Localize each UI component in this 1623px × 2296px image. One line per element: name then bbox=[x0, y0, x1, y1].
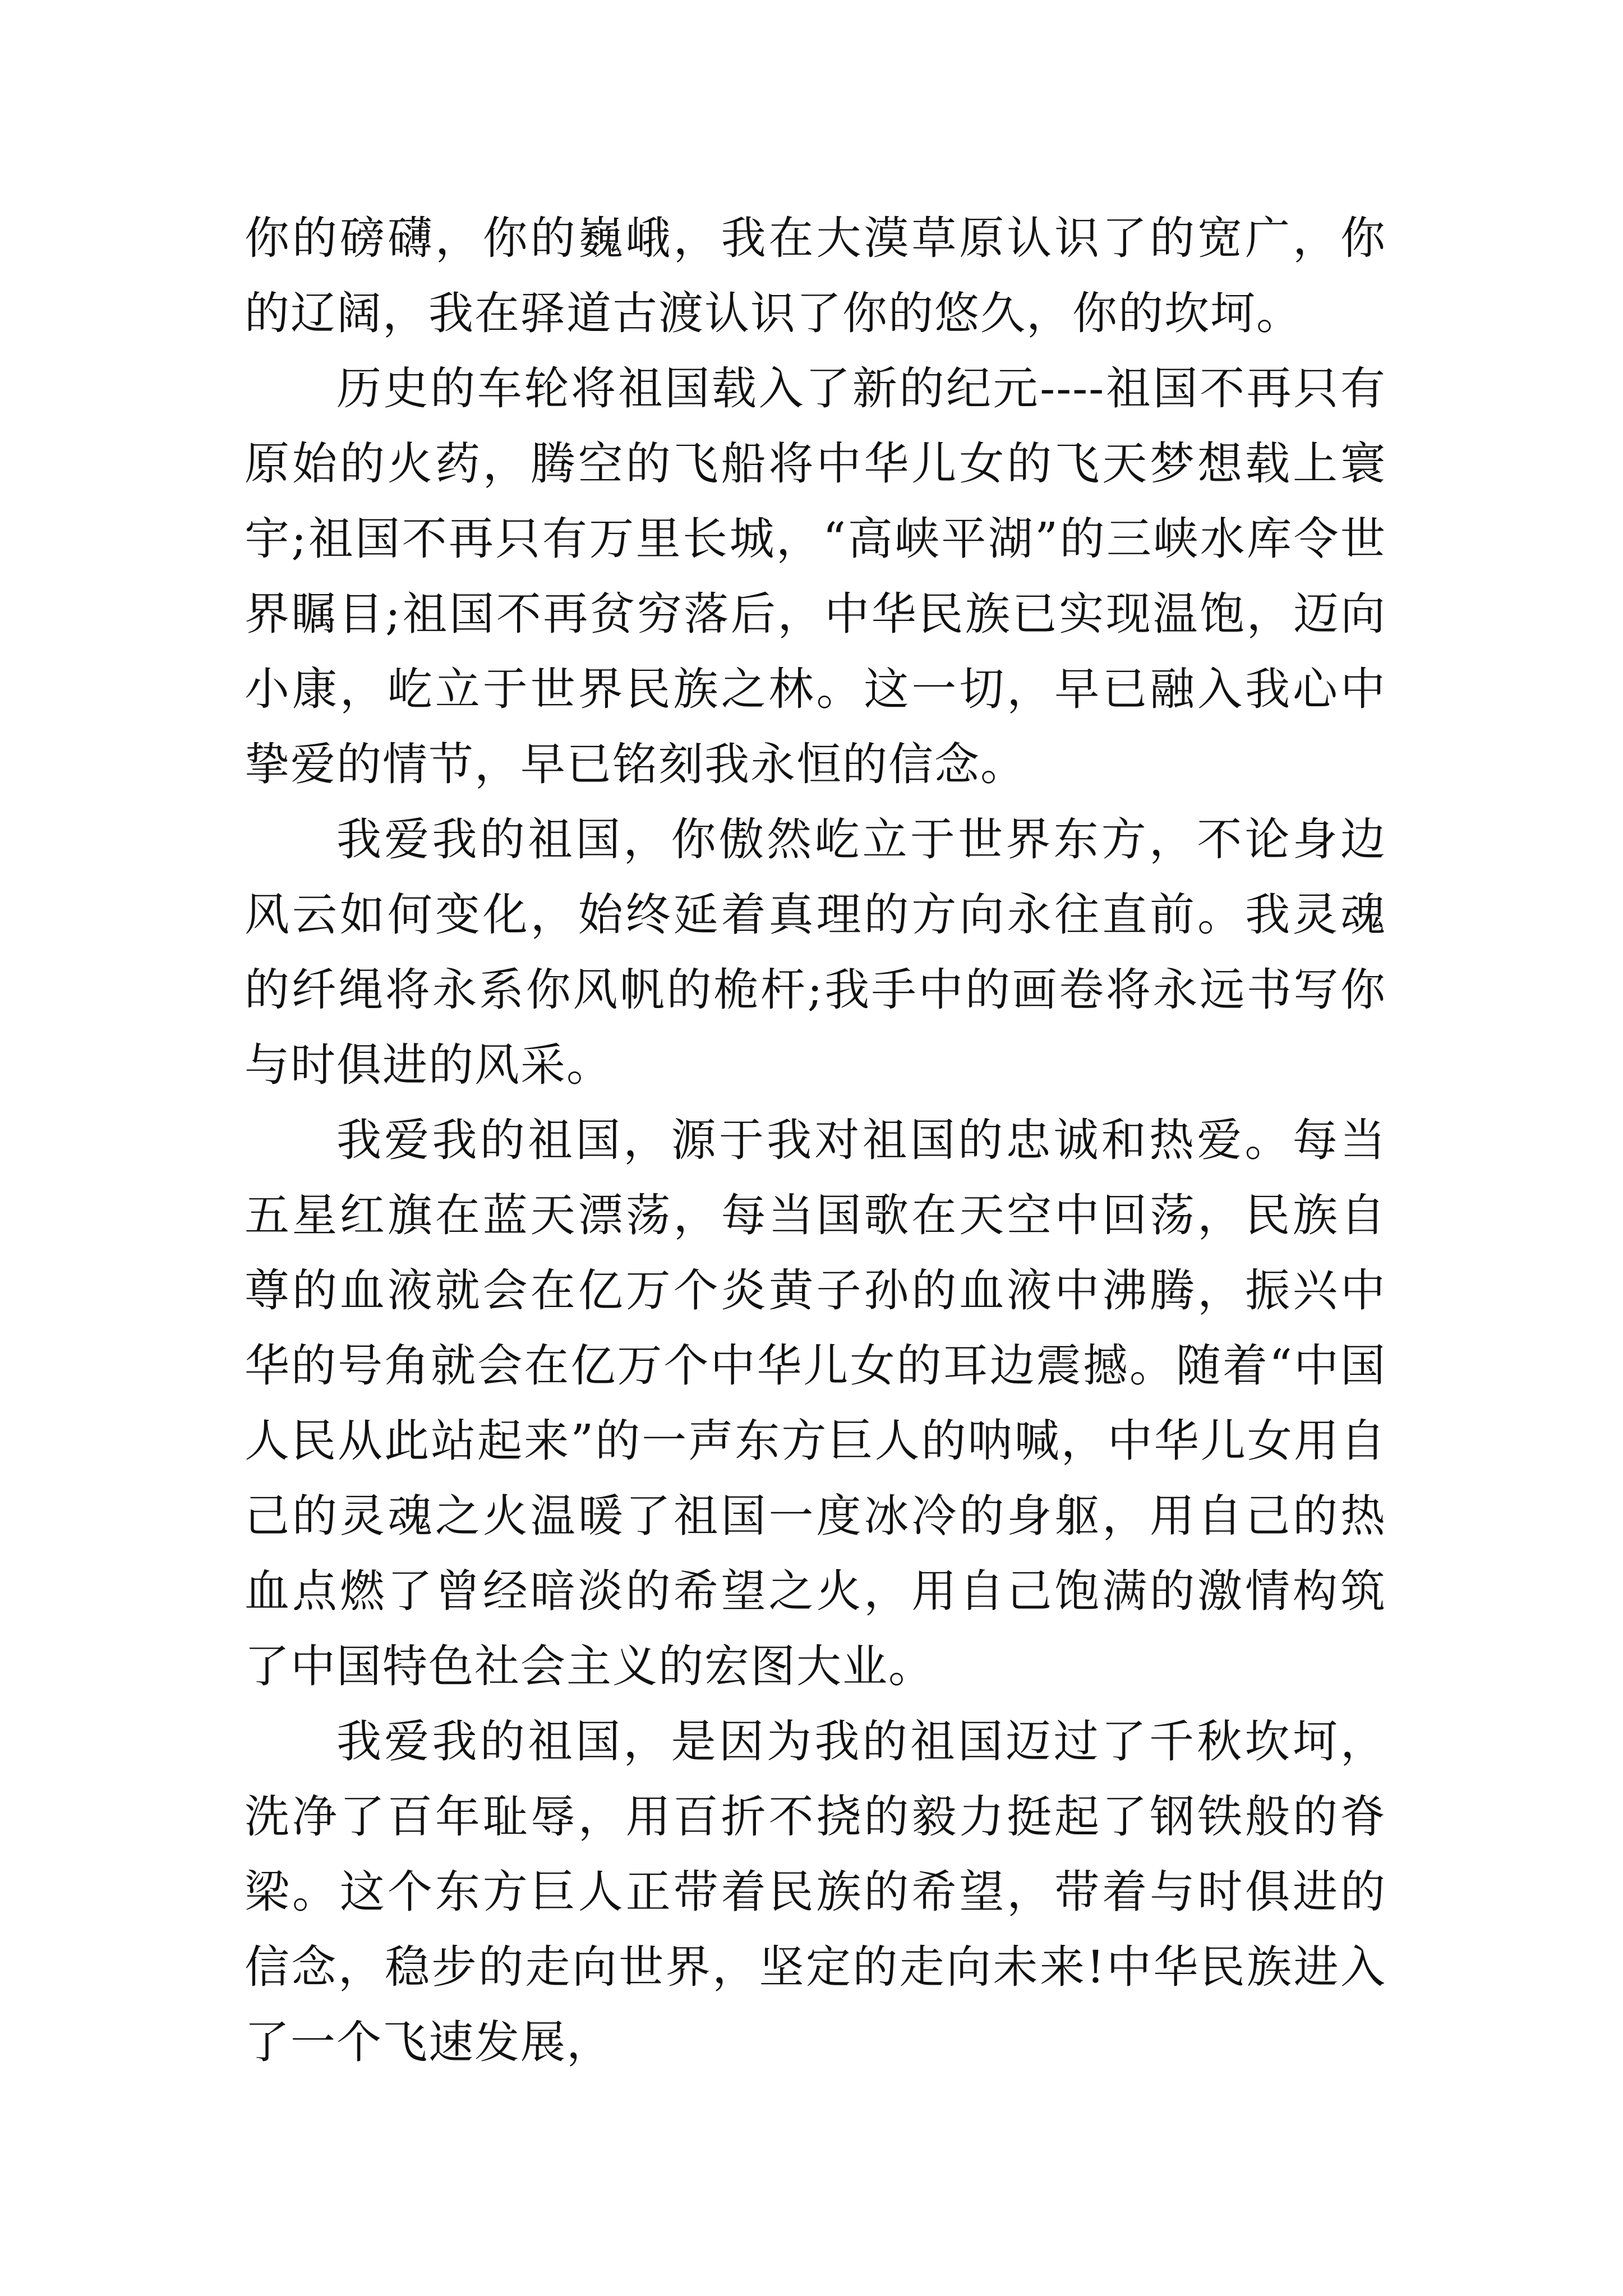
paragraph-1: 你的磅礴，你的巍峨，我在大漠草原认识了的宽广，你的辽阔，我在驿道古渡认识了你的悠久，你的坎坷。 bbox=[245, 212, 1386, 339]
body-text bbox=[245, 201, 1386, 2080]
paragraph-5: 我爱我的祖国，是因为我的祖国迈过了千秋坎坷，洗净了百年耻辱，用百折不挠的毅力挺起了钢铁般的脊梁。这个东方巨人正带着民族的希望，带着与时俱进的信念，稳步的走向世界，坚定的走向未来!中华民族进入了一个飞速发展， bbox=[245, 1715, 1386, 2068]
paragraph-3: 我爱我的祖国，你傲然屹立于世界东方，不论身边风云如何变化，始终延着真理的方向永往直前。我灵魂的纤绳将永系你风帆的桅杆;我手中的画卷将永远书写你与时俱进的风采。 bbox=[245, 813, 1386, 1091]
paragraph-4: 我爱我的祖国，源于我对祖国的忠诚和热爱。每当五星红旗在蓝天漂荡，每当国歌在天空中回荡，民族自尊的血液就会在亿万个炎黄子孙的血液中沸腾，振兴中华的号角就会在亿万个中华儿女的耳边震撼。随着“中国人民从此站起来”的一声东方巨人的呐喊，中华儿女用自己的灵魂之火温暖了祖国一度冰冷的身躯，用自己的热血点燃了曾经暗淡的希望之火，用自己饱满的激情构筑了中国特色社会主义的宏图大业。 bbox=[245, 1114, 1386, 1692]
paragraph-2: 历史的车轮将祖国载入了新的纪元----祖国不再只有原始的火药，腾空的飞船将中华儿女的飞天梦想载上寰宇;祖国不再只有万里长城，“高峡平湖”的三峡水库令世界瞩目;祖国不再贫穷落后，中华民族已实现温饱，迈向小康，屹立于世界民族之林。这一切，早已融入我心中挚爱的情节，早已铭刻我永恒的信念。 bbox=[245, 362, 1386, 790]
